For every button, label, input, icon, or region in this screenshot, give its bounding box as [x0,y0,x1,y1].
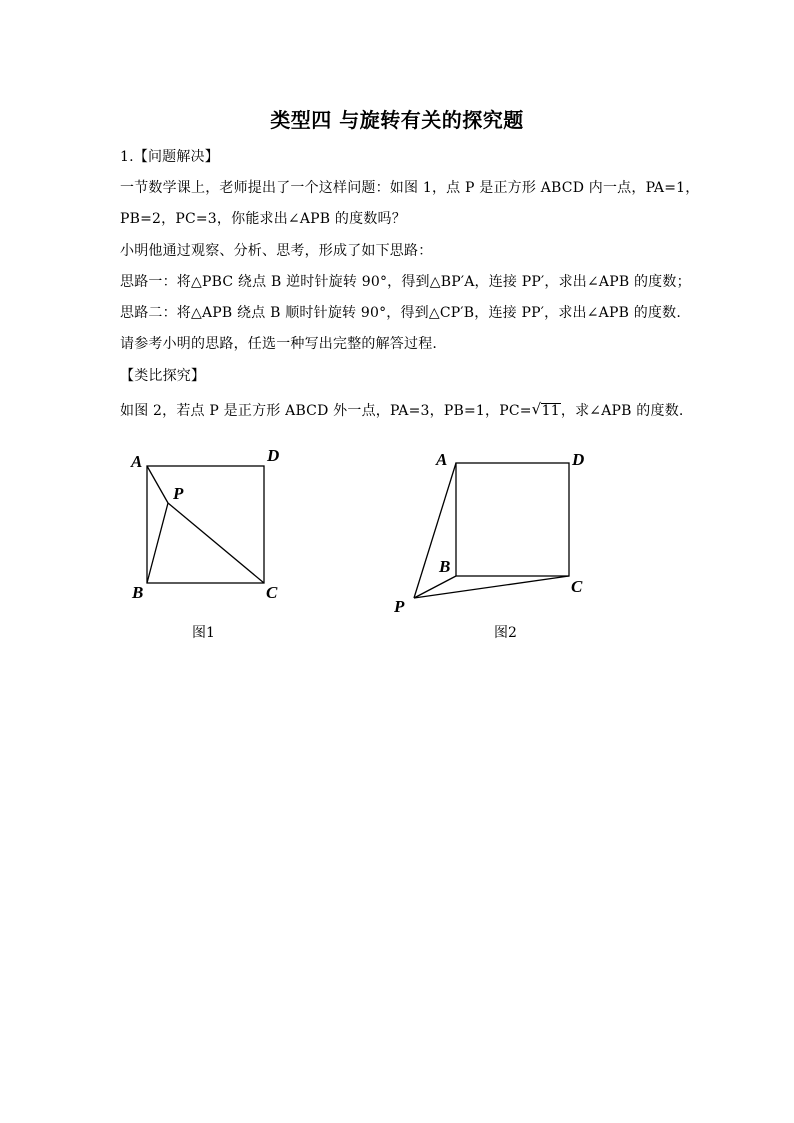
figure-2 [414,463,569,598]
fig1-label-d: D [267,446,280,465]
page-title: 类型四 与旋转有关的探究题 [270,108,524,132]
fig2-label-p: P [394,597,405,616]
fig2-segment-pa [414,463,456,598]
idea-intro: 小明他通过观察、分析、思考，形成了如下思路： [120,243,433,259]
figure-1 [147,466,264,583]
instruction-text: 请参考小明的思路，任选一种写出完整的解答过程. [120,336,438,352]
fig2-segment-pc [414,576,569,598]
radicand: 11 [541,403,560,419]
fig1-square-abcd [147,466,264,583]
fig1-label-b: B [132,583,144,602]
fig2-label-a: A [436,450,448,469]
fig1-label-c: C [266,583,278,602]
fig1-label-p: P [173,484,184,503]
fig1-segment-pa [147,466,168,503]
idea-one: 思路一：将△PBC 绕点 B 逆时针旋转 90°，得到△BP′A，连接 PP′，求出∠APB 的度数； [120,274,691,290]
analogy-question-part-1: 如图 2，若点 P 是正方形 ABCD 外一点，PA=3，PB=1，PC= [120,403,532,419]
radical-sign: √ [531,400,542,418]
fig2-caption: 图2 [494,625,517,641]
fig2-label-d: D [572,450,585,469]
fig1-segment-pb [147,503,168,583]
problem-text-line-1: 一节数学课上，老师提出了一个这样问题：如图 1，点 P 是正方形 ABCD 内一点，PA=1， [120,180,700,196]
analogy-question-part-2: ，求∠APB 的度数. [560,403,684,419]
fig2-label-c: C [571,577,583,596]
idea-two: 思路二：将△APB 绕点 B 顺时针旋转 90°，得到△CP′B，连接 PP′，求出∠APB 的度数. [120,305,681,321]
fig1-segment-pc [168,503,264,583]
fig1-label-a: A [131,452,143,471]
section-heading-analogy: 【类比探究】 [120,368,206,384]
problem-text-line-2: PB=2，PC=3，你能求出∠APB 的度数吗？ [120,211,406,227]
fig2-square-abcd [456,463,569,576]
fig1-caption: 图1 [192,625,215,641]
section-heading-problem: 1.【问题解决】 [120,149,219,165]
fig2-label-b: B [439,557,451,576]
